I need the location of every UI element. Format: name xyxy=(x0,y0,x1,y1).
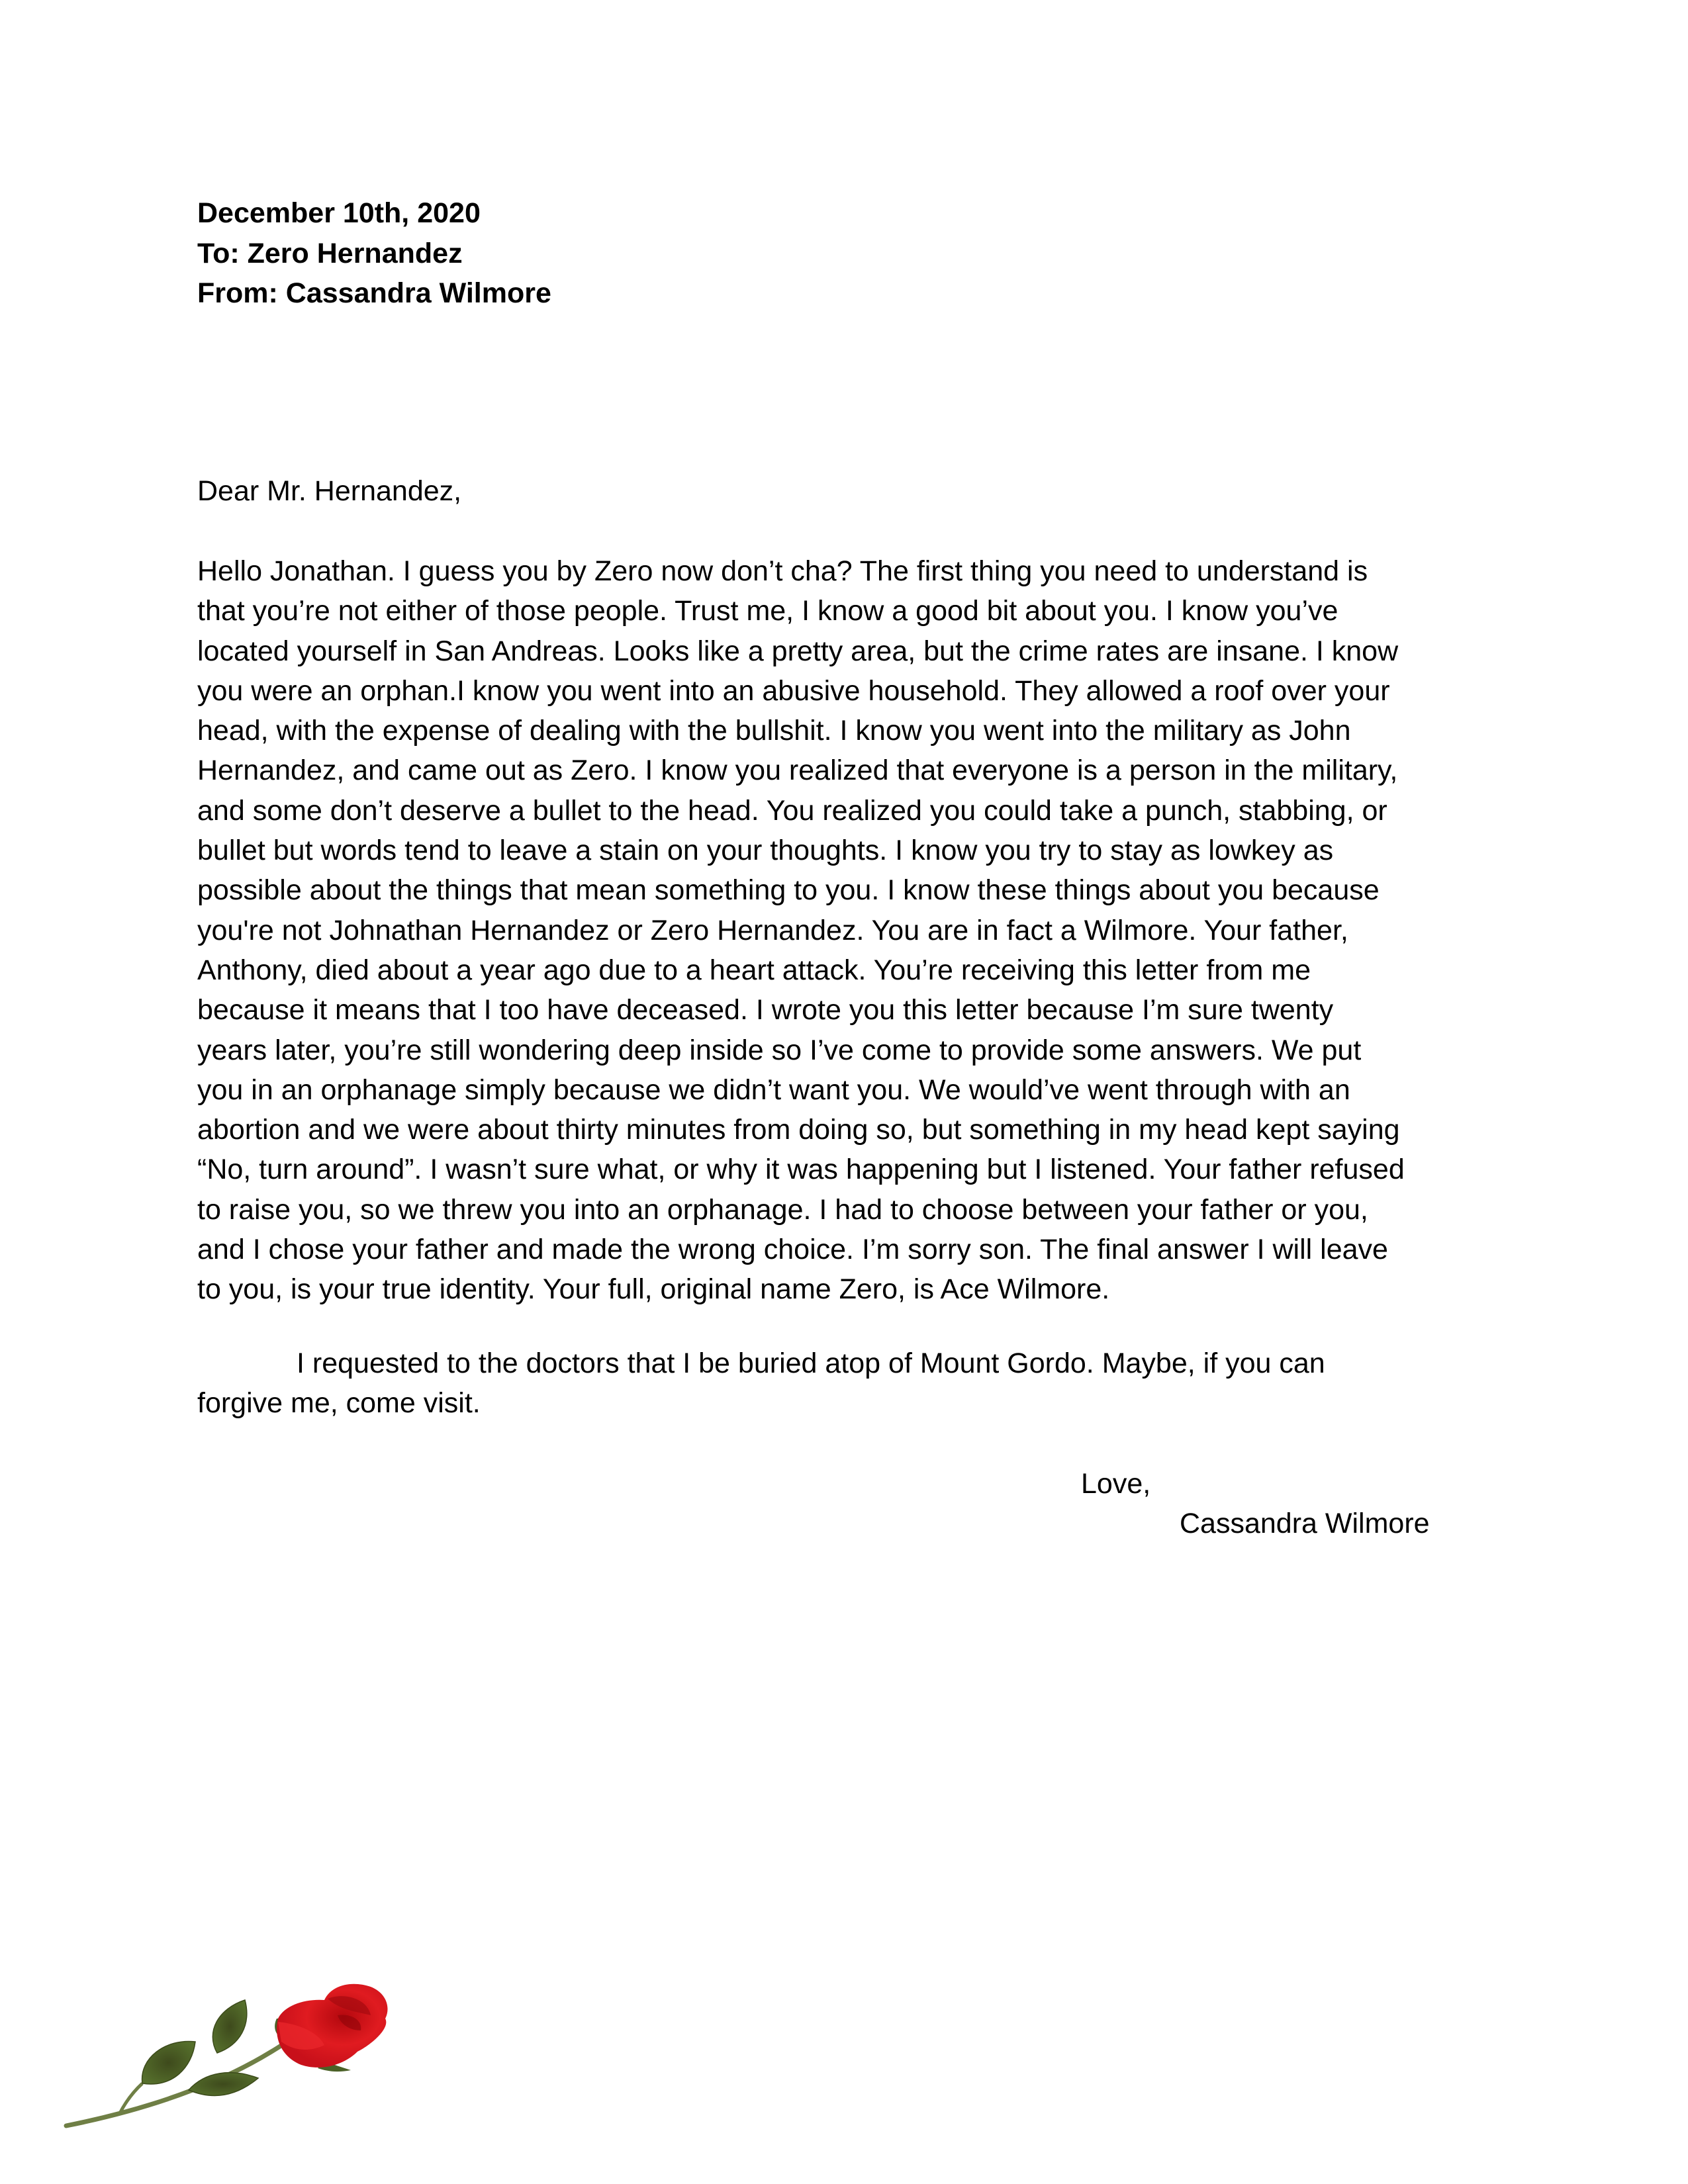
rose-leaf xyxy=(212,2000,246,2053)
body-line: “No, turn around”. I wasn’t sure what, or why it was happening but I listened. Your father refused xyxy=(197,1154,1405,1186)
body-line: Hello Jonathan. I guess you by Zero now don’t cha? The first thing you need to understand is xyxy=(197,555,1368,587)
closing-paragraph-line: I requested to the doctors that I be buried atop of Mount Gordo. Maybe, if you can xyxy=(297,1347,1325,1379)
body-line: years later, you’re still wondering deep inside so I’ve come to provide some answers. We put xyxy=(197,1034,1362,1066)
body-line: located yourself in San Andreas. Looks like a pretty area, but the crime rates are insane. I know xyxy=(197,635,1399,667)
salutation: Dear Mr. Hernandez, xyxy=(197,475,462,507)
rose-leaf xyxy=(189,2073,258,2096)
body-line: abortion and we were about thirty minutes from doing so, but something in my head kept saying xyxy=(197,1114,1400,1146)
closing-paragraph xyxy=(197,1343,1495,1424)
body-line: and I chose your father and made the wrong choice. I’m sorry son. The final answer I will leave xyxy=(197,1234,1388,1266)
letter-date: December 10th, 2020 xyxy=(197,197,481,229)
letter-header xyxy=(197,193,551,314)
body-line: and some don’t deserve a bullet to the head. You realized you could take a punch, stabbing, or xyxy=(197,794,1387,827)
letter-recipient: To: Zero Hernandez xyxy=(197,237,463,269)
rose-icon xyxy=(60,1952,404,2131)
body-line: because it means that I too have deceased. I wrote you this letter because I’m sure twenty xyxy=(197,994,1334,1026)
closing-paragraph-line: forgive me, come visit. xyxy=(197,1387,481,1420)
letter-body xyxy=(197,551,1495,1310)
body-line: bullet but words tend to leave a stain on your thoughts. I know you try to stay as lowkey as xyxy=(197,835,1334,867)
body-line: head, with the expense of dealing with the bullshit. I know you went into the military as John xyxy=(197,715,1351,747)
closing-word: Love, xyxy=(1081,1468,1151,1500)
signature: Cassandra Wilmore xyxy=(1180,1508,1430,1539)
body-line: possible about the things that mean something to you. I know these things about you because xyxy=(197,874,1380,907)
body-line: you're not Johnathan Hernandez or Zero Hernandez. You are in fact a Wilmore. Your father, xyxy=(197,914,1348,946)
body-line: Anthony, died about a year ago due to a heart attack. You’re receiving this letter from me xyxy=(197,954,1311,986)
body-line: you were an orphan.I know you went into an abusive household. They allowed a roof over your xyxy=(197,674,1390,707)
letter-sender: From: Cassandra Wilmore xyxy=(197,277,551,309)
body-line: to you, is your true identity. Your full, original name Zero, is Ace Wilmore. xyxy=(197,1273,1110,1306)
body-line: that you’re not either of those people. Trust me, I know a good bit about you. I know you’ve xyxy=(197,595,1338,627)
body-line: Hernandez, and came out as Zero. I know you realized that everyone is a person in the military, xyxy=(197,754,1398,787)
body-line: you in an orphanage simply because we didn’t want you. We would’ve went through with an xyxy=(197,1073,1350,1106)
body-line: to raise you, so we threw you into an orphanage. I had to choose between your father or you, xyxy=(197,1193,1368,1226)
rose-leaf xyxy=(142,2041,195,2084)
